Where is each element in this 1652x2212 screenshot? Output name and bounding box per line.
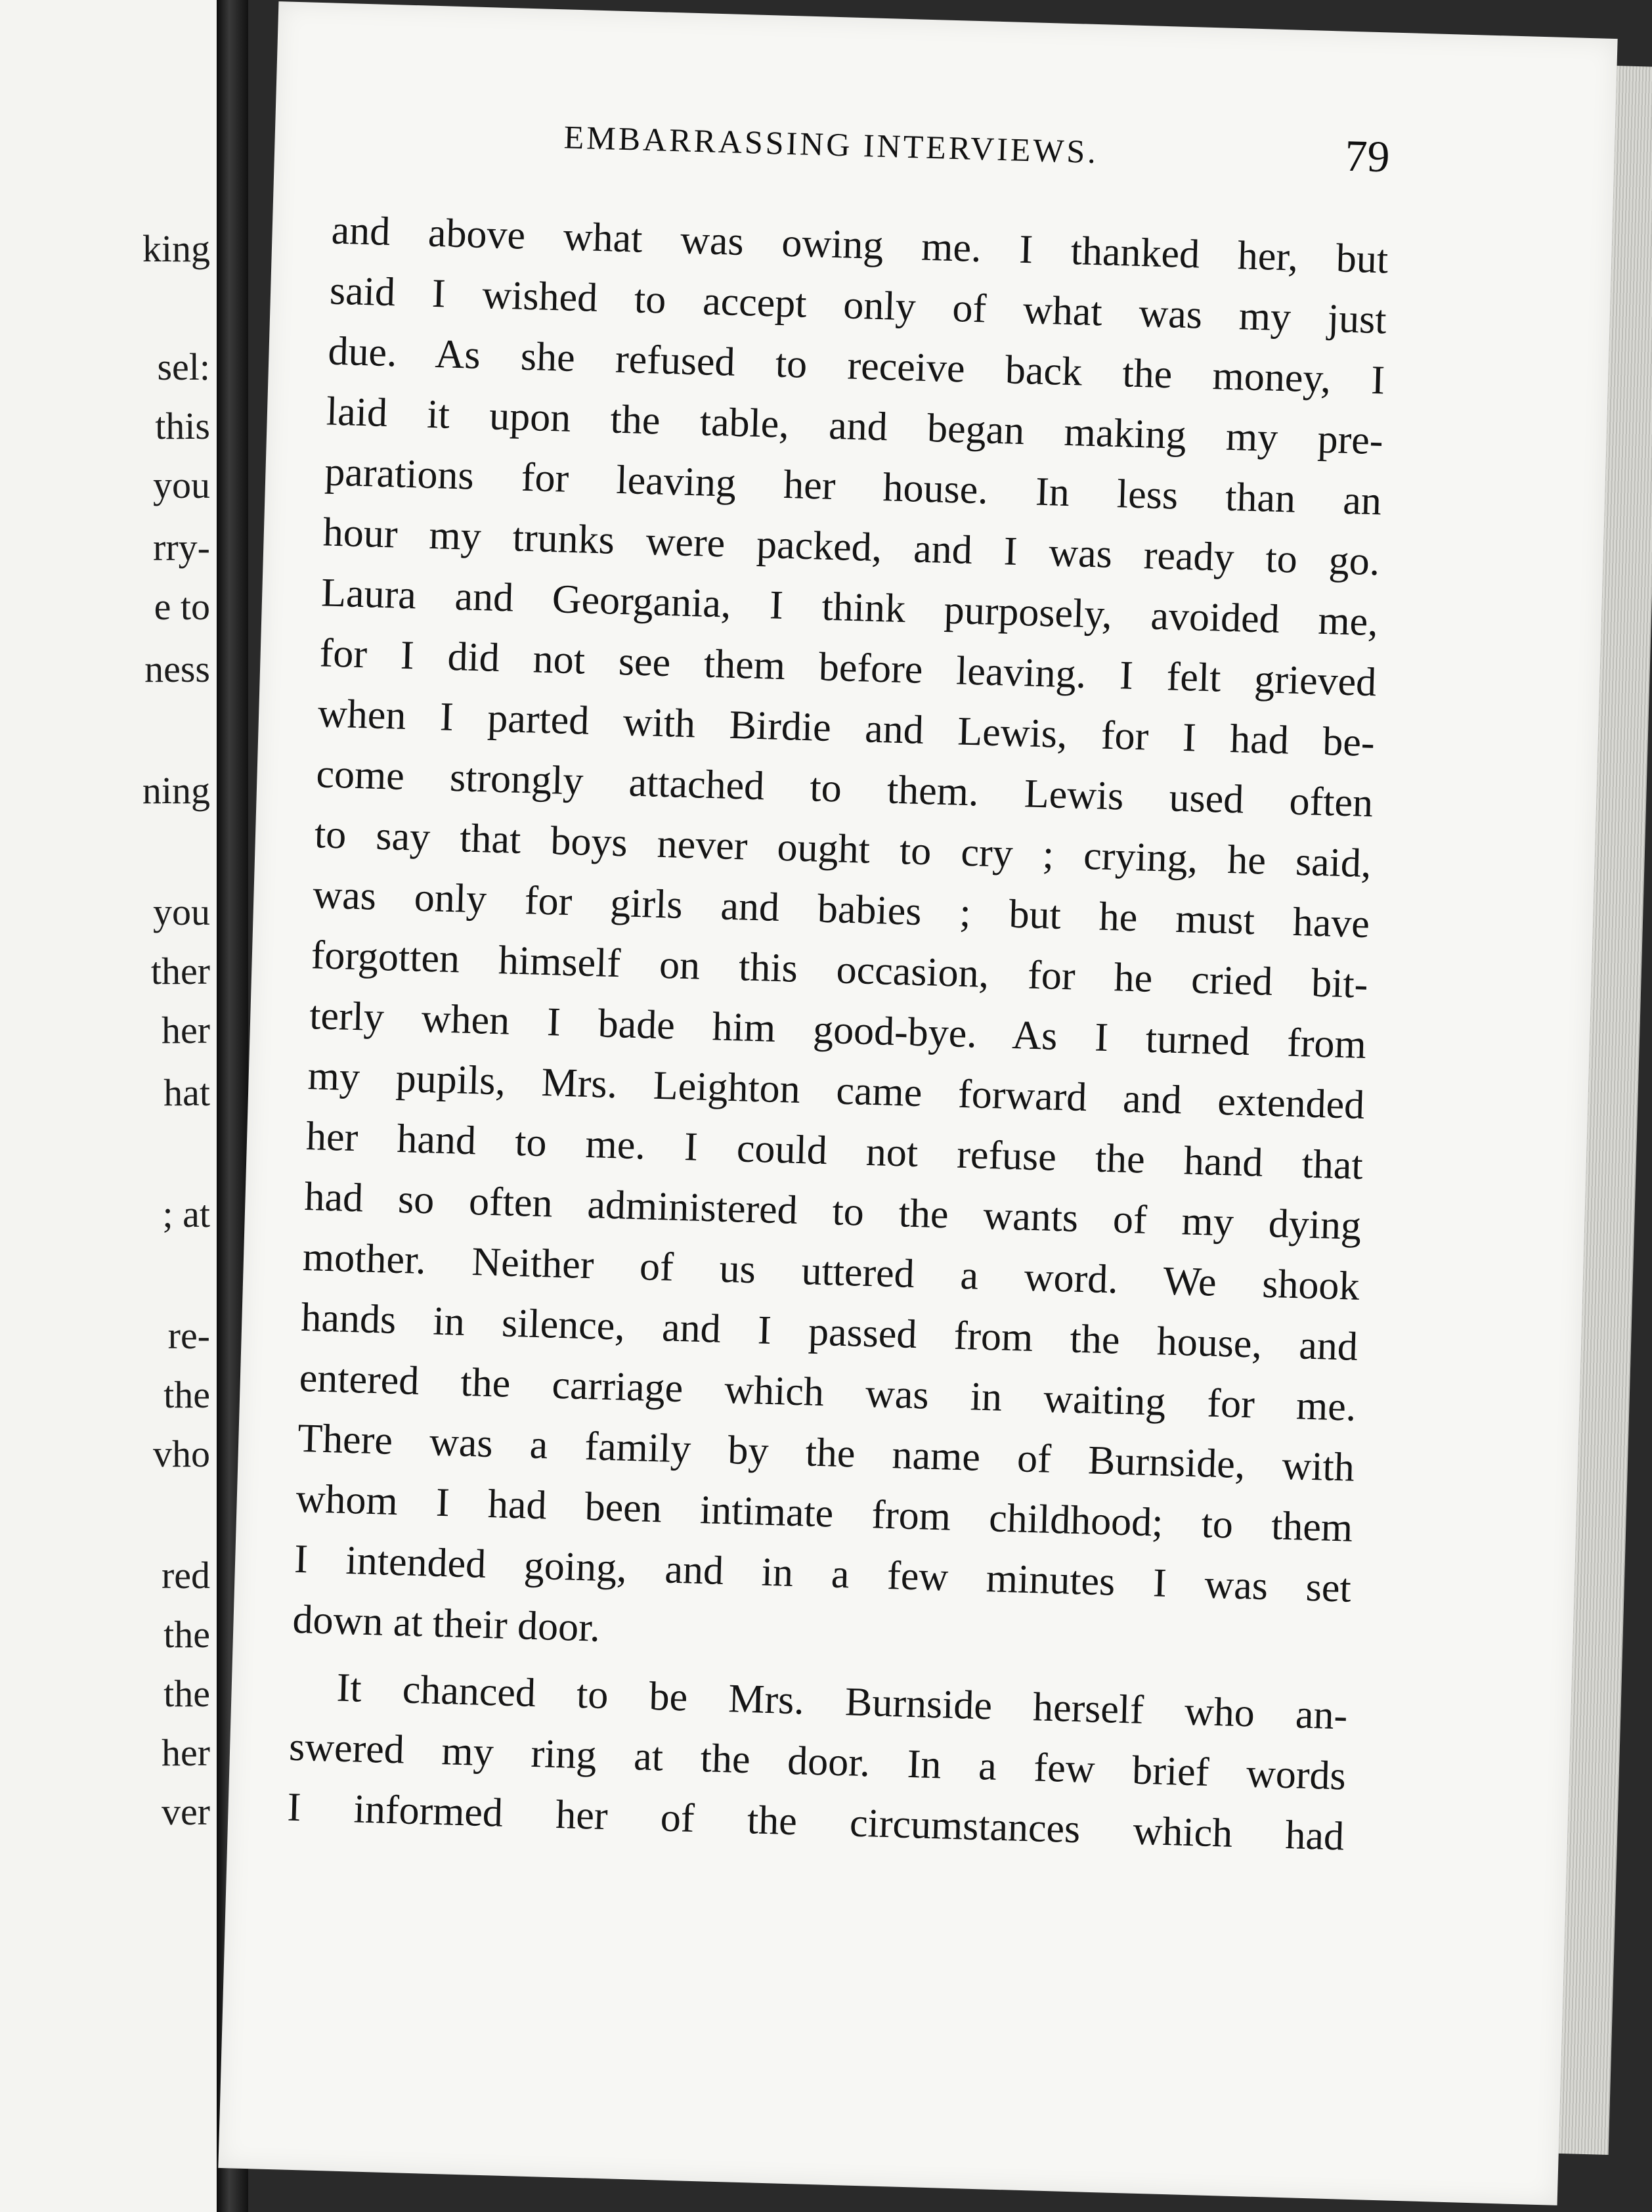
text-line: hands in silence, and I passed from the house, and [300, 1294, 1359, 1369]
text-line: I informed her of the circumstances which had [286, 1784, 1345, 1859]
text-line: entered the carriage which was in waiting for me. [299, 1355, 1357, 1430]
text-line: hour my trunks were packed, and I was ready to go. [322, 510, 1381, 585]
page-number: 79 [1344, 130, 1391, 182]
left-fragment: ning [142, 769, 210, 812]
text-line: laid it upon the table, and began making my pre- [326, 389, 1384, 464]
book-page [218, 1, 1617, 2205]
text-line: I intended going, and in a few minutes I was set [293, 1536, 1352, 1611]
left-fragment: ness [144, 648, 210, 690]
text-line: Laura and Georgania, I think purposely, avoided me, [320, 570, 1379, 645]
text-line: whom I had been intimate from childhood; to them [295, 1476, 1354, 1551]
left-fragment: red [161, 1554, 210, 1597]
text-line: parations for leaving her house. In less than an [324, 449, 1382, 524]
paragraph [286, 1656, 1348, 1867]
left-fragment: her [161, 1731, 210, 1774]
text-line: forgotten himself on this occasion, for he cried bit- [310, 933, 1369, 1007]
left-fragment: e to [154, 585, 210, 628]
text-line: when I parted with Birdie and Lewis, for I had be- [317, 691, 1376, 766]
text-line: There was a family by the name of Burnside, with [297, 1415, 1355, 1490]
left-fragment: the [163, 1613, 210, 1656]
left-fragment: this [155, 405, 210, 447]
text-line: for I did not see them before leaving. I felt grieved [318, 630, 1378, 705]
text-line: swered my ring at the door. In a few brief words [288, 1724, 1347, 1799]
text-line: had so often administered to the wants of my dying [303, 1174, 1362, 1249]
text-line: come strongly attached to them. Lewis used often [315, 751, 1374, 826]
text-line: and above what was owing me. I thanked her, but [330, 208, 1389, 282]
text-line: was only for girls and babies ; but he must have [312, 872, 1370, 947]
left-fragment: sel: [157, 345, 210, 388]
text-line: said I wished to accept only of what was my just [329, 268, 1387, 343]
left-fragment: you [153, 464, 210, 506]
left-facing-page [0, 0, 222, 2212]
left-fragment: her [161, 1009, 210, 1051]
left-fragment: vho [153, 1432, 210, 1475]
left-fragment: rry- [153, 526, 210, 569]
running-head: EMBARRASSING INTERVIEWS. [563, 118, 1099, 171]
text-line: to say that boys never ought to cry ; crying, he said, [314, 812, 1372, 887]
left-fragment: re- [167, 1314, 210, 1357]
paragraph [292, 200, 1389, 1679]
text-line: terly when I bade him good-bye. As I turned from [309, 993, 1367, 1068]
left-fragment: ; at [162, 1193, 210, 1235]
left-fragment: ver [161, 1790, 210, 1833]
text-line: her hand to me. I could not refuse the hand that [305, 1114, 1364, 1188]
left-fragment: king [142, 227, 210, 270]
left-fragment: you [153, 891, 210, 933]
text-line: due. As she refused to receive back the money, I [327, 328, 1385, 403]
text-line: my pupils, Mrs. Leighton came forward and extended [307, 1053, 1366, 1128]
body-text [286, 200, 1389, 1867]
text-line: mother. Neither of us uttered a word. We shook [302, 1234, 1360, 1309]
text-line: It chanced to be Mrs. Burnside herself who an- [336, 1665, 1349, 1738]
left-fragment: the [163, 1373, 210, 1416]
text-line: down at their door. [292, 1597, 601, 1650]
left-fragment: the [163, 1672, 210, 1715]
left-fragment: ther [150, 950, 210, 992]
left-fragment: hat [163, 1071, 210, 1114]
